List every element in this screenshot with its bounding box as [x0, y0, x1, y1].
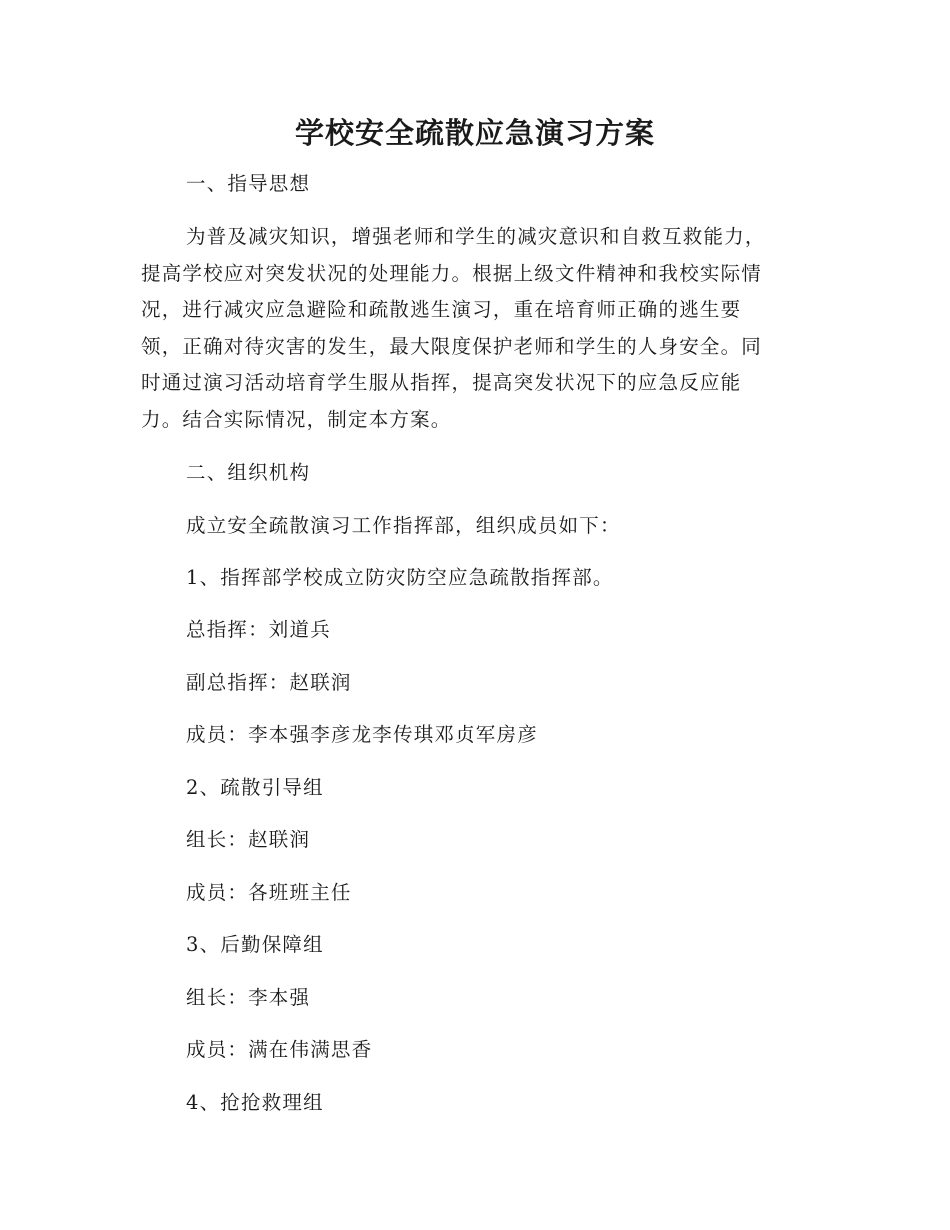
group-heading-rescue: 4、抢抢救理组 [186, 1091, 324, 1114]
evacuation-members: 成员：各班班主任 [186, 881, 352, 904]
command-deputy: 副总指挥：赵联润 [186, 671, 352, 694]
organization-intro: 成立安全疏散演习工作指挥部，组织成员如下： [186, 514, 621, 537]
logistics-members: 成员：满在伟满思香 [186, 1038, 373, 1061]
paragraph-line: 力。结合实际情况，制定本方案。 [141, 407, 452, 431]
group-heading-evacuation: 2、疏散引导组 [186, 776, 324, 799]
command-members: 成员：李本强李彦龙李传琪邓贞军房彦 [186, 723, 538, 746]
paragraph-line: 领，正确对待灾害的发生，最大限度保护老师和学生的人身安全。同 [141, 334, 763, 358]
paragraph-line: 为普及减灾知识，增强老师和学生的减灾意识和自救互救能力， [186, 225, 766, 248]
group-heading-logistics: 3、后勤保障组 [186, 933, 324, 956]
paragraph-line: 况，进行减灾应急避险和疏散逃生演习，重在培育师正确的逃生要 [141, 298, 742, 321]
command-chief: 总指挥：刘道兵 [186, 618, 331, 641]
document-title: 学校安全疏散应急演习方案 [294, 116, 655, 150]
section-heading-guiding-ideology: 一、指导思想 [186, 172, 311, 195]
logistics-leader: 组长：李本强 [186, 986, 311, 1009]
paragraph-line: 提高学校应对突发状况的处理能力。根据上级文件精神和我校实际情 [141, 261, 763, 285]
section-heading-organization: 二、组织机构 [186, 461, 311, 484]
paragraph-guiding-ideology [141, 219, 801, 438]
paragraph-line: 时通过演习活动培育学生服从指挥，提高突发状况下的应急反应能 [141, 371, 742, 394]
evacuation-leader: 组长：赵联润 [186, 828, 311, 851]
group-heading-command: 1、指挥部学校成立防灾防空应急疏散指挥部。 [186, 566, 614, 589]
